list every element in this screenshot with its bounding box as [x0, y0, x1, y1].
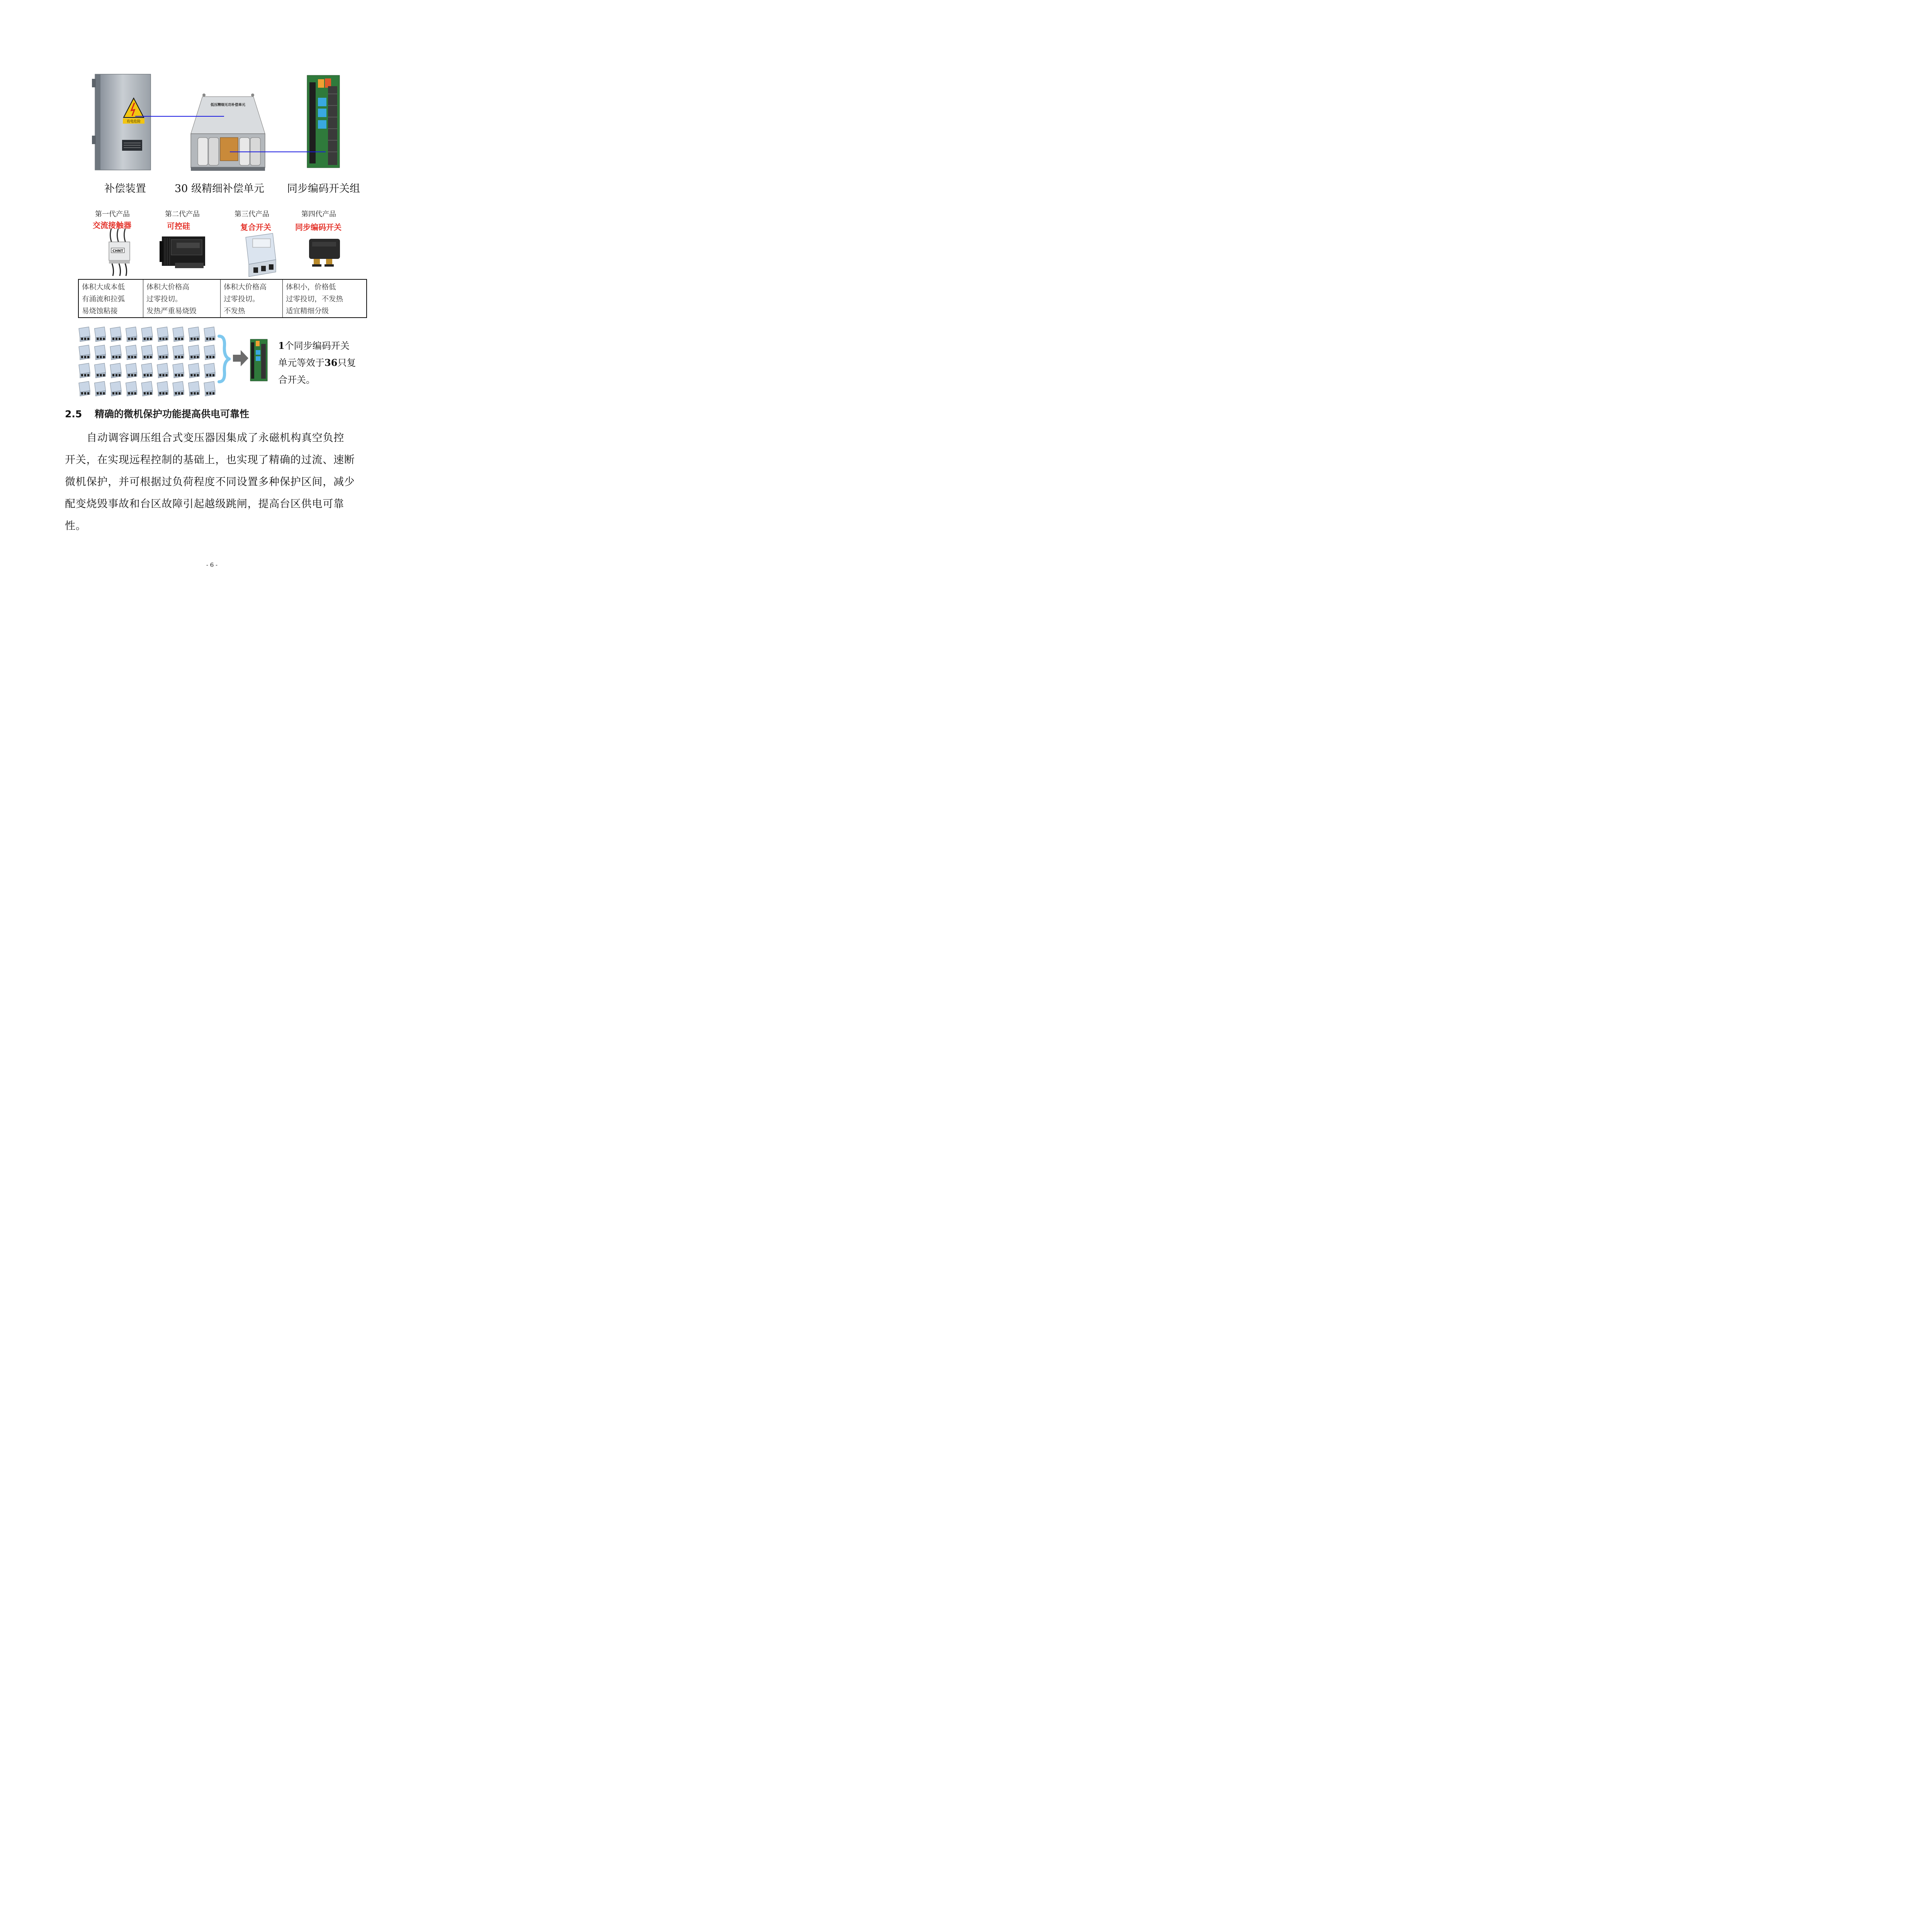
caption-compensation-device: 补偿装置 — [104, 183, 146, 195]
caption-switch-group: 同步编码开关组 — [287, 183, 360, 195]
composite-switch-icon — [204, 363, 215, 378]
unit-top-label: 低压精细无功补偿单元 — [210, 103, 246, 107]
caption-compensation-unit: 30 级精细补偿单元 — [175, 183, 264, 195]
gen3-title: 第三代产品 — [234, 210, 269, 218]
equivalence-count-36: 36 — [325, 357, 338, 368]
composite-switch-icon — [204, 345, 215, 360]
comparison-cell: 体积小，价格低 — [286, 283, 336, 291]
comparison-cell: 过零投切。 — [146, 295, 182, 303]
composite-switch-icon — [141, 363, 153, 378]
comparison-column — [283, 280, 366, 317]
composite-switch-icon — [79, 345, 90, 360]
contactor-logo: CHNT — [112, 249, 123, 253]
comparison-cell: 有涌流和拉弧 — [82, 295, 125, 303]
composite-switch-icon — [95, 327, 106, 342]
composite-switch-icon — [95, 381, 106, 396]
gen1-name: 交流接触器 — [93, 221, 131, 230]
comparison-cell: 发热严重易烧毁 — [146, 307, 197, 315]
composite-switch-icon — [242, 232, 278, 278]
page-number: - 6 - — [206, 561, 218, 568]
switch-unit-board-photo — [250, 338, 268, 382]
composite-switch-icon — [79, 381, 90, 396]
curly-brace-icon — [217, 335, 231, 383]
comparison-cell: 过零投切。 — [224, 295, 260, 303]
paragraph-line: 配变烧毁事故和台区故障引起越级跳闸，提高台区供电可靠 — [65, 498, 344, 510]
gen2-title: 第二代产品 — [165, 210, 200, 218]
comparison-column — [79, 280, 143, 317]
composite-switch-icon — [173, 345, 184, 360]
section-number: 2.5 — [65, 408, 82, 420]
comparison-column — [143, 280, 221, 317]
equivalence-line-3: 合开关。 — [278, 374, 315, 385]
composite-switch-icon — [110, 381, 121, 396]
composite-switch-icon — [157, 381, 168, 396]
composite-switch-icon — [173, 327, 184, 342]
composite-switch-icon — [157, 327, 168, 342]
contactor-icon — [107, 228, 132, 277]
composite-switch-icon — [79, 327, 90, 342]
composite-switch-icon — [79, 363, 90, 378]
composite-switch-grid — [76, 324, 219, 397]
composite-switch-icon — [173, 381, 184, 396]
section-heading — [65, 406, 249, 420]
equivalence-text — [278, 337, 356, 388]
composite-switch-icon — [189, 363, 200, 378]
composite-switch-icon — [95, 345, 106, 360]
composite-switch-icon — [141, 381, 153, 396]
composite-switch-icon — [173, 363, 184, 378]
composite-switch-icon — [189, 327, 200, 342]
composite-switch-icon — [141, 327, 153, 342]
comparison-column — [221, 280, 283, 317]
composite-switch-icon — [141, 345, 153, 360]
paragraph-line: 微机保护，并可根据过负荷程度不同设置多种保护区间，减少 — [65, 476, 355, 488]
composite-switch-icon — [204, 381, 215, 396]
composite-switch-icon — [126, 327, 137, 342]
gen4-name: 同步编码开关 — [295, 223, 342, 232]
paragraph-line: 开关，在实现远程控制的基础上，也实现了精确的过流、速断 — [65, 454, 355, 466]
comparison-cell: 不发热 — [224, 307, 245, 315]
equivalence-line-1: 个同步编码开关 — [284, 340, 350, 351]
composite-switch-icon — [157, 363, 168, 378]
gen2-name: 可控硅 — [167, 221, 190, 231]
thyristor-module-icon — [160, 233, 207, 270]
composite-switch-icon — [189, 345, 200, 360]
paragraph-line: 性。 — [65, 520, 87, 532]
comparison-cell: 体积大成本低 — [82, 283, 125, 291]
gen1-title: 第一代产品 — [95, 210, 130, 218]
composite-switch-icon — [110, 345, 121, 360]
composite-switch-icon — [189, 381, 200, 396]
comparison-cell: 适宜精细分级 — [286, 307, 329, 315]
arrow-right-icon — [233, 349, 248, 367]
section-title: 精确的微机保护功能提高供电可靠性 — [95, 408, 250, 420]
paragraph-line: 自动调容调压组合式变压器因集成了永磁机构真空负控 — [87, 432, 345, 444]
composite-switch-icon — [126, 345, 137, 360]
compensation-cabinet-photo — [92, 72, 154, 170]
comparison-cell: 过零投切，不发热 — [286, 295, 343, 303]
cabinet-sign-text: 有电危险 — [126, 120, 141, 124]
gen3-name: 复合开关 — [240, 223, 271, 232]
section-paragraph — [65, 427, 374, 537]
composite-switch-icon — [110, 363, 121, 378]
gen4-title: 第四代产品 — [301, 210, 336, 218]
equivalence-line-2-tail: 只复 — [337, 357, 356, 368]
generation-comparison-table — [78, 279, 367, 318]
comparison-cell: 易烧蚀粘接 — [82, 307, 118, 315]
compensation-unit-photo — [189, 92, 268, 173]
composite-switch-icon — [126, 381, 137, 396]
composite-switch-icon — [157, 345, 168, 360]
switch-group-board-photo — [306, 75, 340, 168]
comparison-cell: 体积大价格高 — [224, 283, 267, 291]
sync-coded-switch-icon — [307, 237, 342, 269]
equivalence-count-one: 1 — [278, 340, 285, 351]
equivalence-line-2: 单元等效于 — [278, 357, 325, 368]
comparison-cell: 体积大价格高 — [146, 283, 190, 291]
composite-switch-icon — [95, 363, 106, 378]
composite-switch-icon — [204, 327, 215, 342]
composite-switch-icon — [126, 363, 137, 378]
composite-switch-icon — [110, 327, 121, 342]
